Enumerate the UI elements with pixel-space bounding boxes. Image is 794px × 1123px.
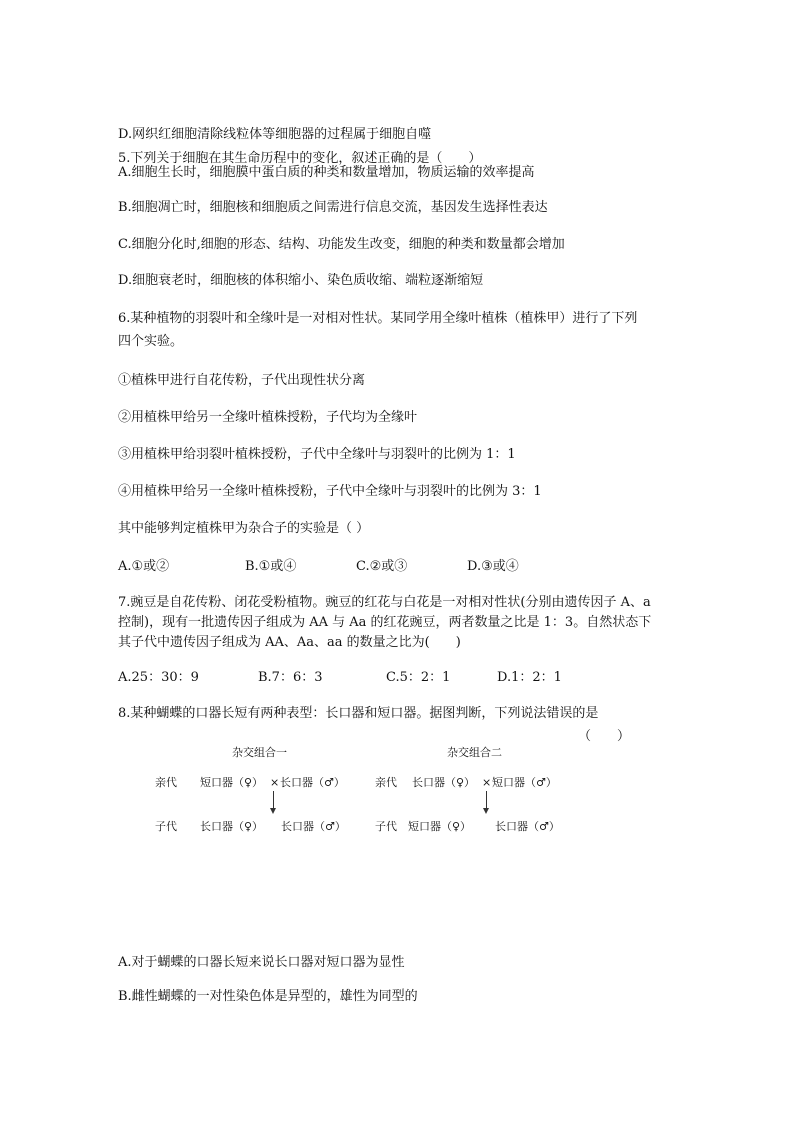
cross1-arrow-line xyxy=(273,791,274,809)
cross1-parent-male: 长口器（♂） xyxy=(280,776,345,789)
q5-option-a: A.细胞生长时，细胞膜中蛋白质的种类和数量增加，物质运输的效率提高 xyxy=(118,165,535,180)
q8-answer-bracket: （ ） xyxy=(578,729,631,744)
q4-option-d: D.网织红细胞清除线粒体等细胞器的过程属于细胞自噬 xyxy=(118,127,432,142)
cross1-parent-female: 短口器（♀） xyxy=(200,776,264,789)
q5-option-b: B.细胞凋亡时，细胞核和细胞质之间需进行信息交流，基因发生选择性表达 xyxy=(118,200,548,215)
cross1-offspring-female: 长口器（♀） xyxy=(200,820,264,833)
q6-experiment-4: ④用植株甲给另一全缘叶植株授粉，子代中全缘叶与羽裂叶的比例为 3：1 xyxy=(118,484,542,499)
cross1-offspring-label: 子代 xyxy=(155,820,177,833)
q6-option-b: B.①或④ xyxy=(245,559,297,574)
q7-option-c: C.5：2：1 xyxy=(386,670,451,685)
cross2-title: 杂交组合二 xyxy=(447,746,502,759)
q7-option-a: A.25：30：9 xyxy=(118,670,199,685)
q7-stem-line2: 控制)，现有一批遗传因子组成为 AA 与 Aa 的红花豌豆，两者数量之比是 1：3。自然状态下 xyxy=(118,615,652,630)
q6-stem-line2: 四个实验。 xyxy=(118,334,184,349)
cross2-offspring-label: 子代 xyxy=(375,820,397,833)
q7-stem-line1: 7.豌豆是自花传粉、闭花受粉植物。豌豆的红花与白花是一对相对性状(分别由遗传因子 A、a xyxy=(118,595,651,610)
q6-experiment-1: ①植株甲进行自花传粉，子代出现性状分离 xyxy=(118,373,366,388)
q6-option-d: D.③或④ xyxy=(467,559,519,574)
q6-option-c: C.②或③ xyxy=(356,559,408,574)
q6-experiment-2: ②用植株甲给另一全缘叶植株授粉，子代均为全缘叶 xyxy=(118,410,418,425)
q7-option-b: B.7：6：3 xyxy=(258,670,323,685)
cross2-offspring-female: 短口器（♀） xyxy=(408,820,472,833)
cross2-offspring-male: 长口器（♂） xyxy=(495,820,560,833)
cross1-parent-label: 亲代 xyxy=(155,776,177,789)
q5-stem: 5.下列关于细胞在其生命历程中的变化，叙述正确的是（ ） xyxy=(118,151,482,166)
q6-experiment-3: ③用植株甲给羽裂叶植株授粉，子代中全缘叶与羽裂叶的比例为 1：1 xyxy=(118,447,516,462)
q7-stem-line3: 其子代中遗传因子组成为 AA、Aa、aa 的数量之比为( ) xyxy=(118,635,461,650)
q8-option-a: A.对于蝴蝶的口器长短来说长口器对短口器为显性 xyxy=(118,955,405,970)
q5-option-d: D.细胞衰老时，细胞核的体积缩小、染色质收缩、端粒逐渐缩短 xyxy=(118,273,484,288)
q7-option-d: D.1：2：1 xyxy=(497,670,562,685)
q8-stem: 8.某种蝴蝶的口器长短有两种表型：长口器和短口器。据图判断，下列说法错误的是 xyxy=(118,706,599,721)
cross1-cross-sign: × xyxy=(270,776,280,789)
cross2-parent-label: 亲代 xyxy=(375,776,397,789)
q5-option-c: C.细胞分化时,细胞的形态、结构、功能发生改变，细胞的种类和数量都会增加 xyxy=(118,237,565,252)
q6-stem-line1: 6.某种植物的羽裂叶和全缘叶是一对相对性状。某同学用全缘叶植株（植株甲）进行了下列 xyxy=(118,311,638,326)
cross1-arrow-head xyxy=(270,808,276,814)
cross2-arrow-head xyxy=(483,808,489,814)
cross2-parent-male: 短口器（♂） xyxy=(492,776,557,789)
q6-option-a: A.①或② xyxy=(118,559,170,574)
cross2-cross-sign: × xyxy=(482,776,492,789)
cross1-title: 杂交组合一 xyxy=(232,746,287,759)
cross1-offspring-male: 长口器（♂） xyxy=(281,820,346,833)
cross2-parent-female: 长口器（♀） xyxy=(412,776,476,789)
q6-question: 其中能够判定植株甲为杂合子的实验是（ ） xyxy=(118,521,370,536)
cross2-arrow-line xyxy=(486,791,487,809)
q8-option-b: B.雌性蝴蝶的一对性染色体是异型的，雄性为同型的 xyxy=(118,989,418,1004)
